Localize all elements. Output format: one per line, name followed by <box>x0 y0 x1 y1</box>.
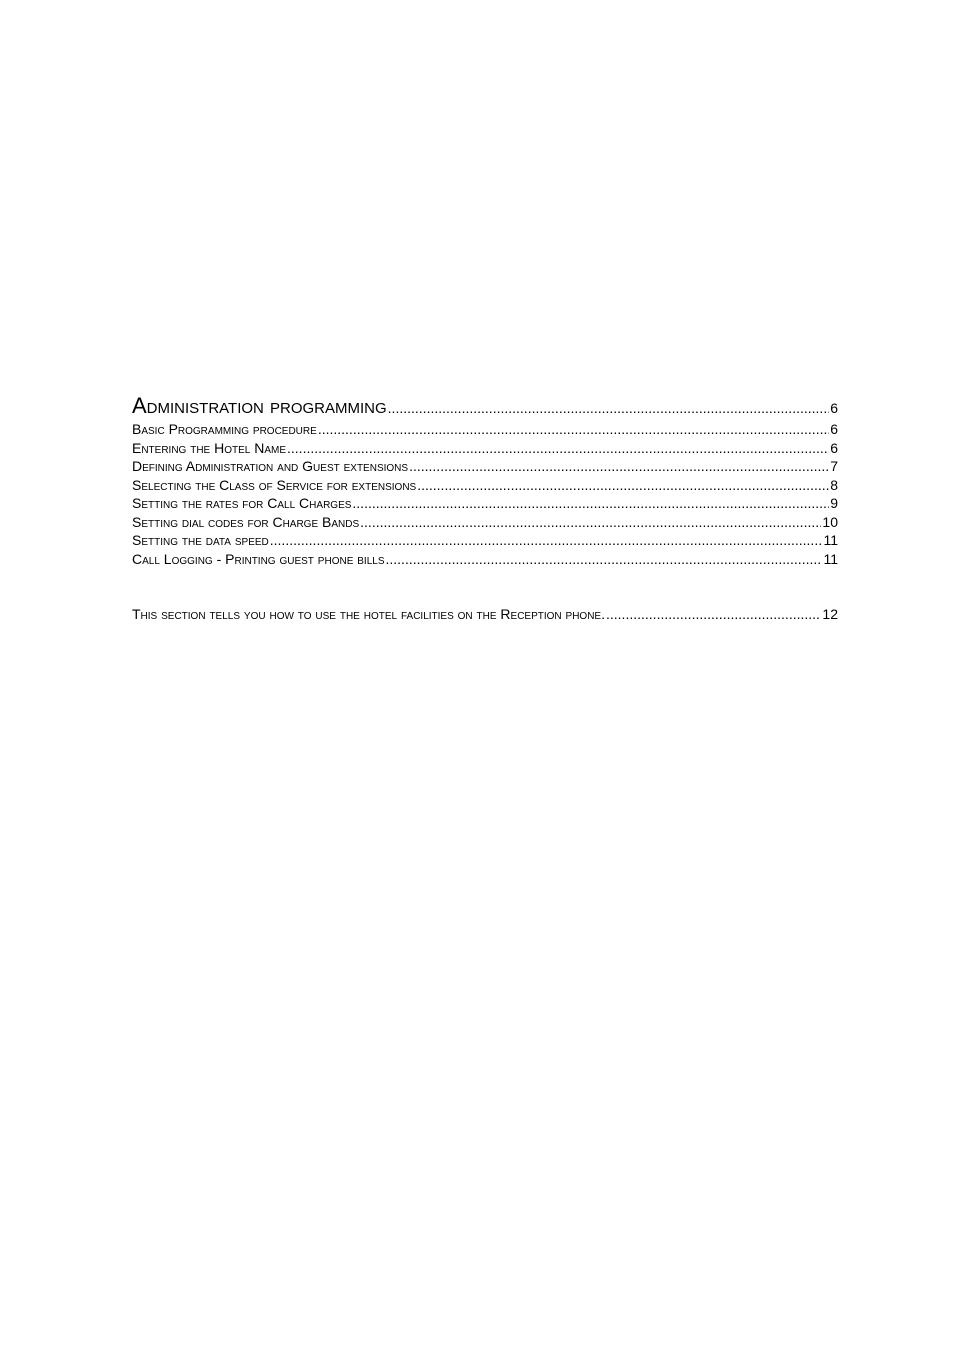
toc-entry-data-speed[interactable] <box>132 531 838 550</box>
toc-entry-label: Call Logging - Printing guest phone bills <box>132 550 385 567</box>
toc-page-number: 11 <box>823 532 838 548</box>
toc-page-number: 7 <box>830 458 838 474</box>
toc-entry-label: Basic Programming procedure <box>132 421 317 437</box>
toc-entry-entering-hotel-name[interactable] <box>132 439 838 458</box>
toc-entry-label: This section tells you how to use the hotel facilities on the Reception phone. <box>132 606 605 622</box>
toc-page-number: 6 <box>830 421 838 437</box>
toc-page-number: 9 <box>830 495 838 511</box>
toc-page-number: 8 <box>830 476 838 493</box>
toc-leader-dots <box>287 439 829 458</box>
toc-entry-class-of-service[interactable] <box>132 476 838 495</box>
toc-entry-label: Setting dial codes for Charge Bands <box>132 513 360 530</box>
toc-entry-label: Selecting the Class of Service for extensions <box>132 476 417 493</box>
toc-page-number: 6 <box>830 439 838 456</box>
toc-leader-dots <box>386 550 823 569</box>
toc-leader-dots <box>352 494 829 513</box>
toc-entry-basic-programming-procedure[interactable] <box>132 420 838 439</box>
toc-leader-dots <box>606 605 821 624</box>
toc-leader-dots <box>318 420 829 439</box>
toc-page-number: 12 <box>822 606 838 622</box>
toc-leader-dots <box>360 513 821 532</box>
toc-entry-reception-phone-section[interactable] <box>132 605 838 624</box>
toc-heading-administration-programming[interactable] <box>132 392 838 420</box>
table-of-contents <box>132 392 838 624</box>
toc-entry-label: Setting the data speed <box>132 532 269 548</box>
toc-entry-call-charge-rates[interactable] <box>132 494 838 513</box>
toc-leader-dots <box>409 457 829 476</box>
toc-spacer <box>132 568 838 605</box>
toc-leader-dots <box>417 476 829 495</box>
toc-page-number: 11 <box>823 550 838 567</box>
toc-page-number: 6 <box>830 400 838 416</box>
toc-leader-dots <box>270 531 823 550</box>
toc-page-number: 10 <box>822 513 838 530</box>
toc-entry-label: Entering the Hotel Name <box>132 439 287 456</box>
toc-entry-charge-band-dial-codes[interactable] <box>132 513 838 532</box>
toc-entry-label: Setting the rates for Call Charges <box>132 495 352 511</box>
toc-leader-dots <box>388 394 830 420</box>
toc-heading-label: Administration programming <box>132 393 387 418</box>
toc-entry-label: Defining Administration and Guest extensions <box>132 458 409 474</box>
toc-entry-defining-extensions[interactable] <box>132 457 838 476</box>
toc-entry-call-logging[interactable] <box>132 550 838 569</box>
